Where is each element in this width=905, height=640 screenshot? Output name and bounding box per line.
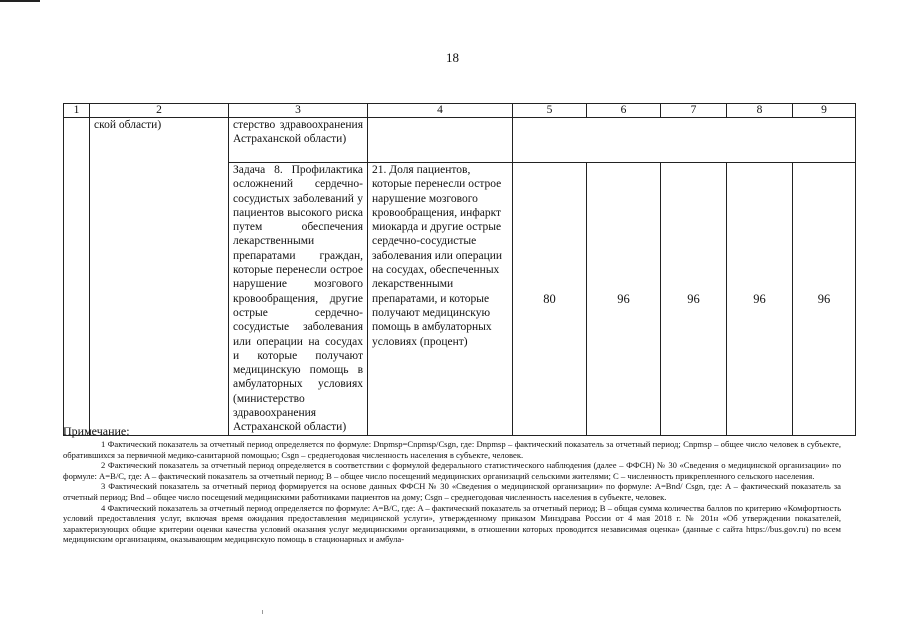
table-row-continuation (64, 118, 856, 163)
cell-value: 96 (661, 163, 727, 436)
cell-continuation-text: стерство здравоохранения Астраханской области) (229, 118, 368, 163)
column-number: 2 (90, 104, 229, 118)
cell-value: 96 (727, 163, 793, 436)
cell-value: 96 (587, 163, 661, 436)
cell-empty (368, 118, 513, 163)
page-number: 18 (446, 50, 459, 65)
column-number: 4 (368, 104, 513, 118)
note-item: 1 Фактический показатель за отчетный период определяется по формуле: Dnpmsp=Cnpmsp/Csgn, где: Dnpmsp – фактический показатель за отчетный период; Cnpmsp – общее число человек в субъекте, обратившихся за первичной медико-санитарной помощью; Csgn – среднегодовая численность населения в субъекте, человек. (63, 439, 841, 460)
notes-title: Примечание: (63, 424, 130, 438)
cell-value: 80 (513, 163, 587, 436)
column-number: 9 (793, 104, 856, 118)
column-number: 1 (64, 104, 90, 118)
cell-empty (513, 118, 856, 163)
top-rule (0, 0, 40, 2)
column-number: 8 (727, 104, 793, 118)
cell-responsible-executor: ской области) (90, 118, 229, 436)
column-number: 3 (229, 104, 368, 118)
note-item: 3 Фактический показатель за отчетный период формируется на основе данных ФФСН № 30 «Сведения о медицинской организации» по формуле: A=Bnd/ Csgn, где: A – фактический показатель за отчетный период; Bnd – общее число посещений медицинскими работниками пациентов на дому; Csgn – среднегодовая численность населения в субъекте, человек. (63, 481, 841, 502)
note-item: 2 Фактический показатель за отчетный период определяется в соответствии с формулой федерального статистического наблюдения (далее – ФФСН) № 30 «Сведения о медицинской организации» по формуле: A=B/C, где: A – фактический показатель за отчетный период; B – общее число посещений медицинских организаций сельскими жителями; C – численность прикрепленного сельского населения. (63, 460, 841, 481)
note-item: 4 Фактический показатель за отчетный период определяется по формуле: A=B/C, где: A – фактический показатель за отчетный период; B – общая сумма количества баллов по критерию «Комфортность условий предоставления услуг, включая время ожидания предоставления медицинской услуги», утвержденному приказом Минздрава России от 4 мая 2018 г. № 201н «Об утверждении показателей, характеризующих общие критерии оценки качества условий оказания услуг медицинскими организациями, в отношении которых проводится независимая оценка» (данные с сайта https://bus.gov.ru) по всем медицинским организациям, оказывающим медицинскую помощь в стационарных и амбула- (63, 502, 841, 545)
column-number: 6 (587, 104, 661, 118)
cell-task: Задача 8. Профилактика осложнений сердечно-сосудистых заболеваний у пациентов высокого риска путем обеспечения лекарственными препаратами граждан, которые перенесли острое нарушение мозгового кровообращения, другие острые сердечно-сосудистые заболевания или операции на сосудах и которые получают медицинскую помощь в амбулаторных условиях (министерство здравоохранения Астраханской области) (229, 163, 368, 436)
column-number-row (64, 104, 856, 118)
scan-mark (262, 610, 263, 614)
cell-empty (64, 118, 90, 436)
cell-indicator: 21. Доля пациентов, которые перенесли острое нарушение мозгового кровообращения, инфаркт миокарда и другие острые сердечно-сосудистые заболевания или операции на сосудах, обеспеченных лекарственными препаратами, и которые получают медицинскую помощь в амбулаторных условиях (процент) (368, 163, 513, 436)
notes (63, 424, 841, 545)
column-number: 5 (513, 104, 587, 118)
column-number: 7 (661, 104, 727, 118)
indicator-table (63, 103, 856, 436)
cell-value: 96 (793, 163, 856, 436)
